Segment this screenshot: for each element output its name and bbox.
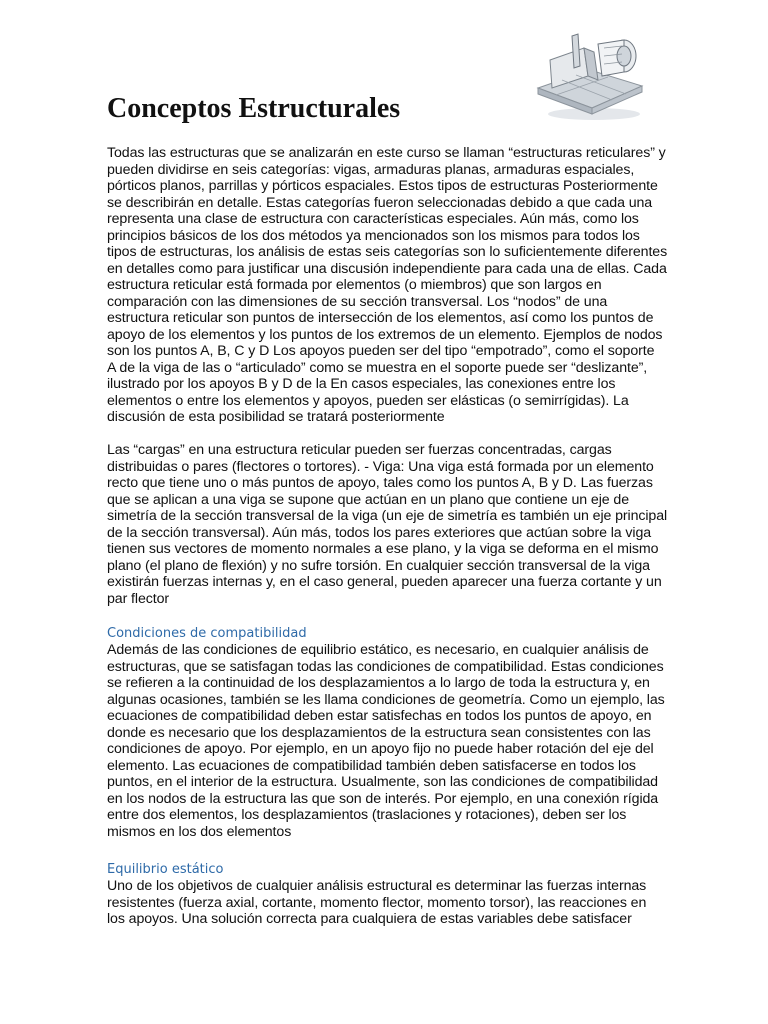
text-line: ilustrado por los apoyos B y D de la En casos especiales, las conexiones entre los — [107, 376, 616, 392]
text-line: tienen sus vectores de momento normales a ese plano, y la viga se deforma en el mismo — [107, 541, 659, 557]
text-line: estructuras, que se satisfagan todas las condiciones de compatibilidad. Estas condiciones — [107, 658, 664, 675]
text-line: los apoyos. Una solución correcta para cualquiera de estas variables debe satisfacer — [107, 911, 632, 927]
text-line: representa una clase de estructura con características especiales. Aún más, como los — [107, 211, 639, 227]
text-line: existirán fuerzas internas y, en el caso general, pueden aparecer una fuerza cortante y un — [107, 574, 662, 590]
section-body — [107, 878, 667, 928]
text-line: distribuidas o pares (flectores o tortores). - Viga: Una viga está formada por un elemento — [107, 458, 654, 475]
text-line: apoyo de los elementos y los puntos de los extremos de un elemento. Ejemplos de nodos — [107, 326, 663, 343]
text-line: pueden dividirse en seis categorías: vigas, armaduras planas, armaduras espaciales, — [107, 161, 635, 178]
section-body — [107, 642, 667, 840]
text-line: Uno de los objetivos de cualquier análisis estructural es determinar las fuerzas internas — [107, 878, 647, 894]
text-line: plano (el plano de flexión) y no sufre torsión. En cualquier sección transversal de la viga — [107, 557, 650, 574]
text-line: principios básicos de los dos métodos ya mencionados son los mismos para todos los — [107, 227, 640, 244]
text-line: Las “cargas” en una estructura reticular pueden ser fuerzas concentradas, cargas — [107, 442, 612, 458]
section-heading: Equilibrio estático — [107, 862, 224, 877]
text-line: puntos, en el interior de la estructura. Usualmente, son las condiciones de compatibilidad — [107, 774, 658, 790]
text-line: en detalles como para justificar una discusión independiente para cada una de ellas. Cada — [107, 260, 667, 277]
text-line: mismos en los dos elementos — [107, 823, 292, 840]
text-line: simetría de la sección transversal de la viga (un eje de simetría es también un eje principal — [107, 508, 668, 524]
text-line: ecuaciones de compatibilidad deben estar satisfechas en todos los puntos de apoyo, en — [107, 708, 652, 724]
text-line: condiciones de apoyo. Por ejemplo, en un apoyo fijo no puede haber rotación del eje del — [107, 741, 654, 757]
text-line: discusión de esta posibilidad se tratará posteriormente — [107, 409, 445, 425]
text-line: tipos de estructuras, los análisis de estas seis categorías son lo suficientemente diferentes — [107, 244, 668, 260]
text-line: recto que tiene uno o más puntos de apoyo, tales como los puntos A, B y D. Las fuerzas — [107, 475, 653, 491]
text-line: estructura reticular son puntos de intersección de los elementos, así como los puntos de — [107, 310, 654, 326]
section-condiciones-compatibilidad — [107, 625, 667, 840]
cargas-paragraph — [107, 442, 667, 607]
text-line: en los nodos de la estructura las que son de interés. Por ejemplo, en una conexión rígida — [107, 790, 659, 807]
structural-elements-illustration-icon — [532, 30, 648, 122]
text-line: entre dos elementos, los desplazamientos (traslaciones y rotaciones), deben ser los — [107, 807, 627, 823]
text-line: se refieren a la continuidad de los desplazamientos a lo largo de toda la estructura y, en — [107, 675, 650, 691]
text-line: Además de las condiciones de equilibrio estático, es necesario, en cualquier análisis de — [107, 642, 649, 658]
text-line: elemento. Las ecuaciones de compatibilidad también deben satisfacerse en todos los — [107, 757, 636, 774]
text-line: son los puntos A, B, C y D Los apoyos pueden ser del tipo “empotrado”, como el soporte — [107, 343, 655, 359]
text-line: donde es necesario que los desplazamientos de la estructura sean consistentes con las — [107, 724, 651, 741]
section-heading: Condiciones de compatibilidad — [107, 626, 307, 641]
section-equilibrio-estatico — [107, 861, 667, 928]
text-line: algunas ocasiones, también se les llama condiciones de geometría. Como un ejemplo, las — [107, 691, 665, 708]
text-line: elementos o entre los elementos y apoyos, pueden ser elásticas (o semirrígidas). La — [107, 392, 629, 409]
text-line: estructura reticular está formada por elementos (o miembros) que son largos en — [107, 277, 602, 293]
text-line: se describirán en detalle. Estas categorías fueron seleccionadas debido a que cada una — [107, 194, 653, 211]
text-line: resistentes (fuerza axial, cortante, momento flector, momento torsor), las reacciones en — [107, 894, 647, 911]
text-line: pórticos planos, parrillas y pórticos espaciales. Estos tipos de estructuras Posteriormente — [107, 178, 658, 194]
text-line: comparación con las dimensiones de su sección transversal. Los “nodos” de una — [107, 293, 608, 310]
text-line: Todas las estructuras que se analizarán en este curso se llaman “estructuras reticulares” y — [107, 145, 666, 161]
text-line: de la sección transversal). Aún más, todos los pares exteriores que actúan sobre la viga — [107, 524, 652, 541]
text-line: que se aplican a una viga se supone que actúan en un plano que contiene un eje de — [107, 491, 629, 508]
page-title: Conceptos Estructurales — [107, 93, 401, 124]
intro-paragraph — [107, 145, 667, 426]
text-line: par flector — [107, 590, 169, 607]
text-line: A de la viga de las o “articulado” como se muestra en el soporte puede ser “deslizante”, — [107, 359, 648, 376]
